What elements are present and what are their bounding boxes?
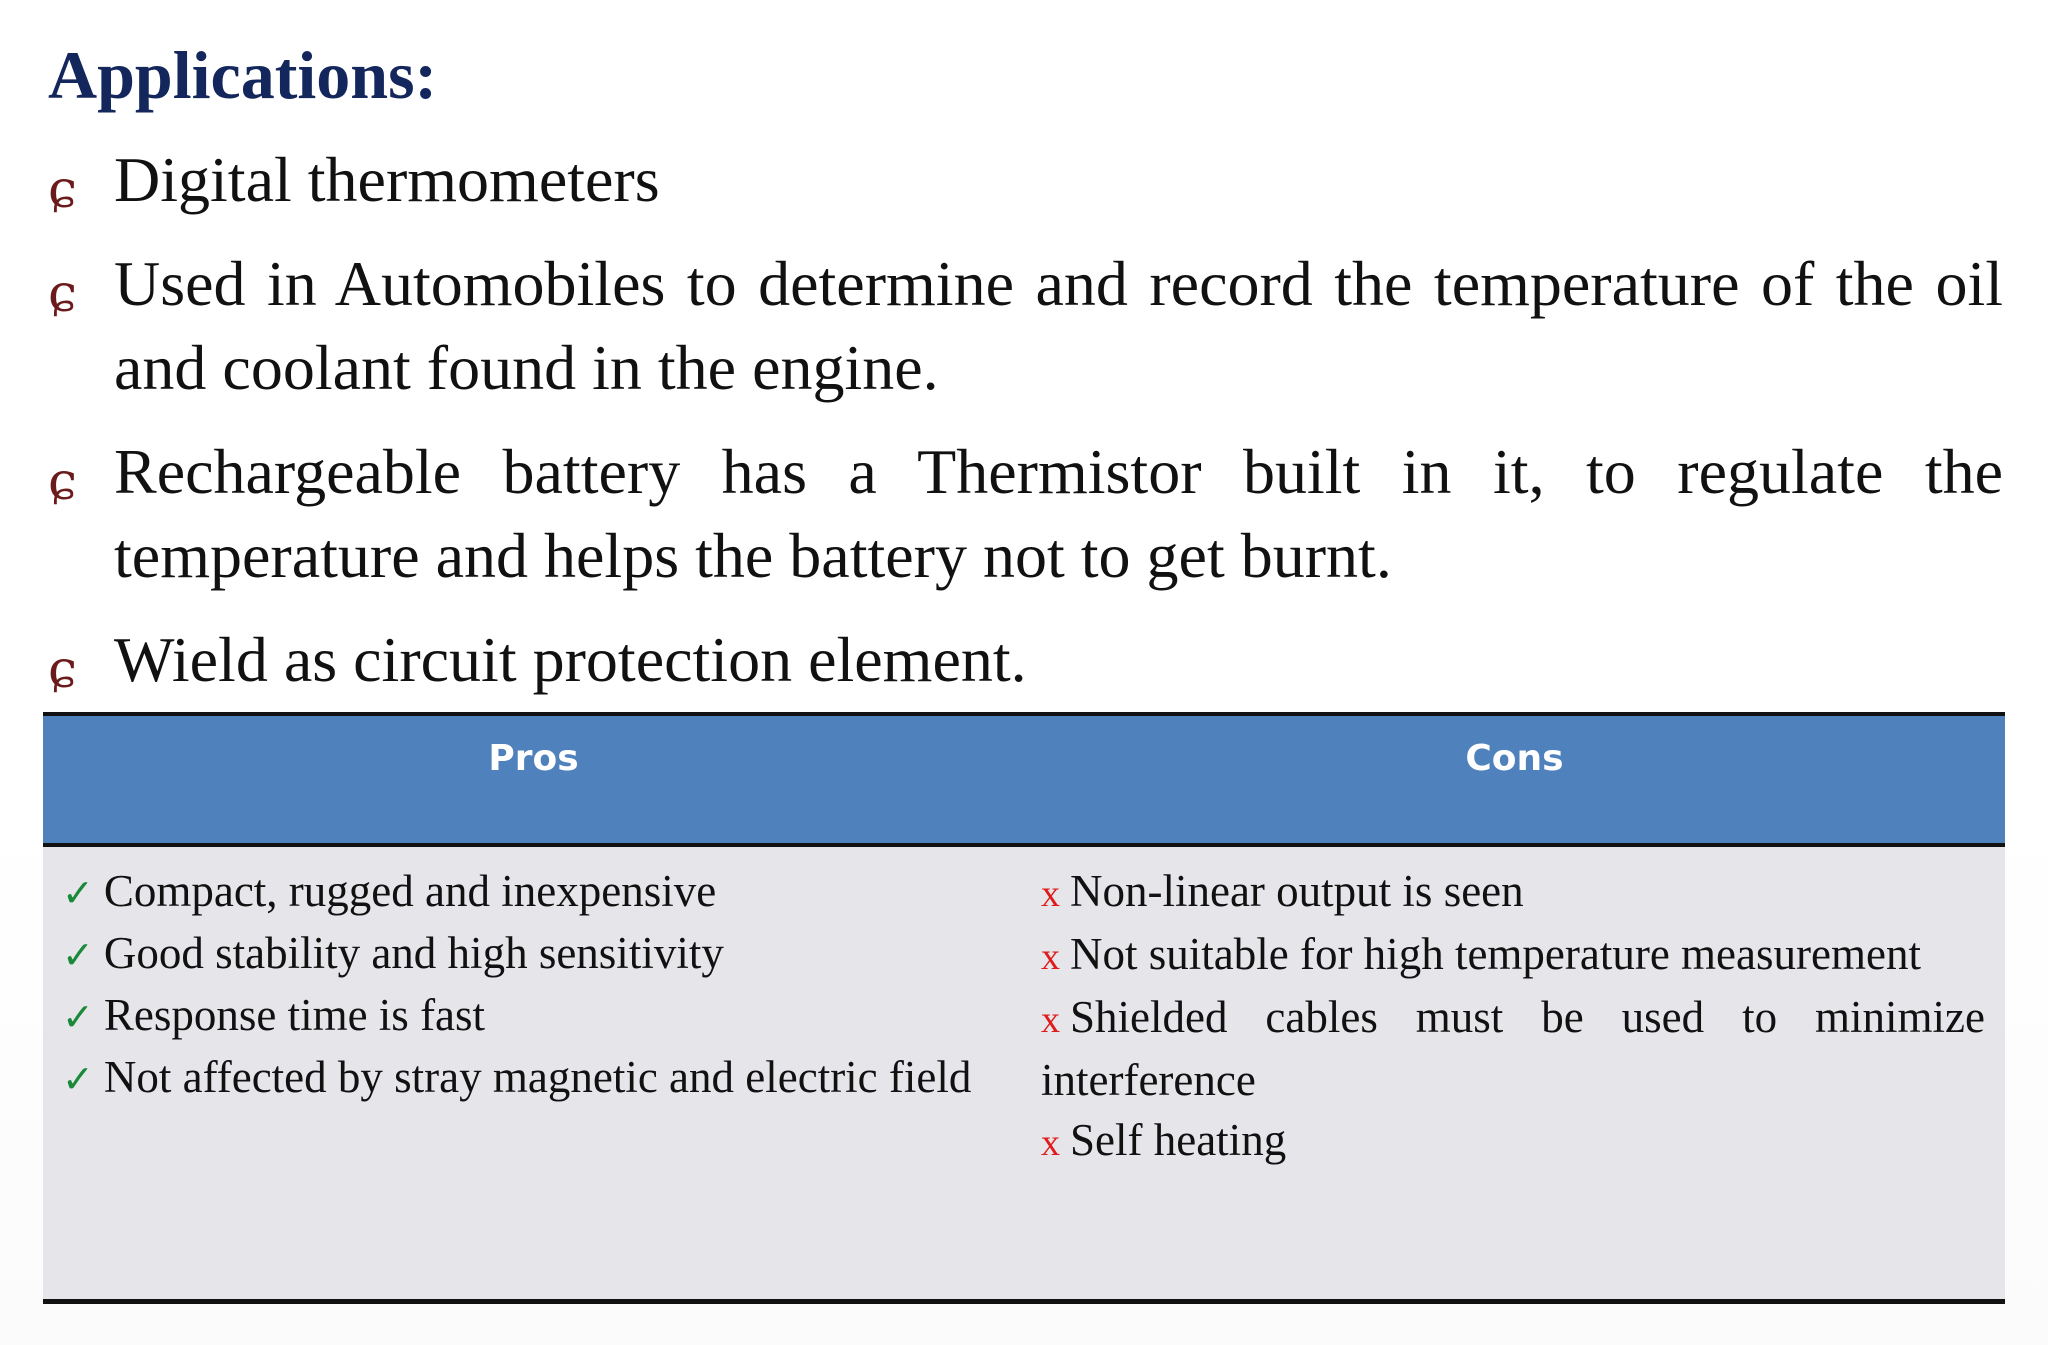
pros-item-text: Compact, rugged and inexpensive: [103, 866, 717, 916]
list-item: [48, 242, 2003, 410]
cons-item-text: Not suitable for high temperature measurement: [1070, 929, 1921, 979]
page-title: Applications:: [48, 37, 438, 113]
pros-item: [62, 1047, 1025, 1109]
cross-icon: x: [1041, 873, 1060, 915]
check-icon: ✓: [62, 995, 94, 1039]
list-item-text: Wield as circuit protection element.: [114, 624, 1027, 695]
applications-list: [48, 138, 2003, 722]
pros-item-text: Response time is fast: [103, 990, 486, 1040]
bullet-icon: ɕ: [48, 452, 78, 512]
list-item-text: Used in Automobiles to determine and record the temperature of the oil and coolant found in the engine.: [114, 248, 2003, 403]
table-header: [43, 716, 2005, 847]
pros-column: [43, 861, 1041, 1173]
bullet-icon: ɕ: [48, 160, 78, 220]
cons-header: Cons: [1465, 738, 1564, 779]
cons-item: [1041, 861, 1985, 924]
pros-header: Pros: [488, 738, 579, 779]
bullet-icon: ɕ: [48, 264, 78, 324]
pros-item: [62, 861, 1025, 923]
list-item-text: Rechargeable battery has a Thermistor built in it, to regulate the temperature and helps the battery not to get burnt.: [114, 436, 2003, 591]
cons-item-text: Self heating: [1070, 1115, 1287, 1165]
cross-icon: x: [1041, 999, 1060, 1041]
pros-item: [62, 923, 1025, 985]
cons-item: [1041, 987, 1985, 1110]
list-item-text: Digital thermometers: [114, 144, 660, 215]
cross-icon: x: [1041, 936, 1060, 978]
list-item: [48, 430, 2003, 598]
check-icon: ✓: [62, 933, 94, 977]
cons-item: [1041, 1110, 1985, 1173]
check-icon: ✓: [62, 1057, 94, 1101]
check-icon: ✓: [62, 871, 94, 915]
bullet-icon: ɕ: [48, 640, 78, 700]
cross-icon: x: [1041, 1122, 1060, 1164]
list-item: [48, 138, 2003, 222]
pros-item-text: Good stability and high sensitivity: [103, 928, 724, 978]
pros-cons-table: [43, 712, 2005, 1304]
cons-item-text: Non-linear output is seen: [1070, 866, 1524, 916]
cons-item-text: Shielded cables must be used to minimize interference: [1041, 992, 1985, 1105]
table-body: [43, 847, 2005, 1173]
cons-item: [1041, 924, 1985, 987]
list-item: [48, 618, 2003, 702]
pros-item-text: Not affected by stray magnetic and electric field: [103, 1052, 972, 1102]
cons-column: [1041, 861, 2005, 1173]
pros-item: [62, 985, 1025, 1047]
